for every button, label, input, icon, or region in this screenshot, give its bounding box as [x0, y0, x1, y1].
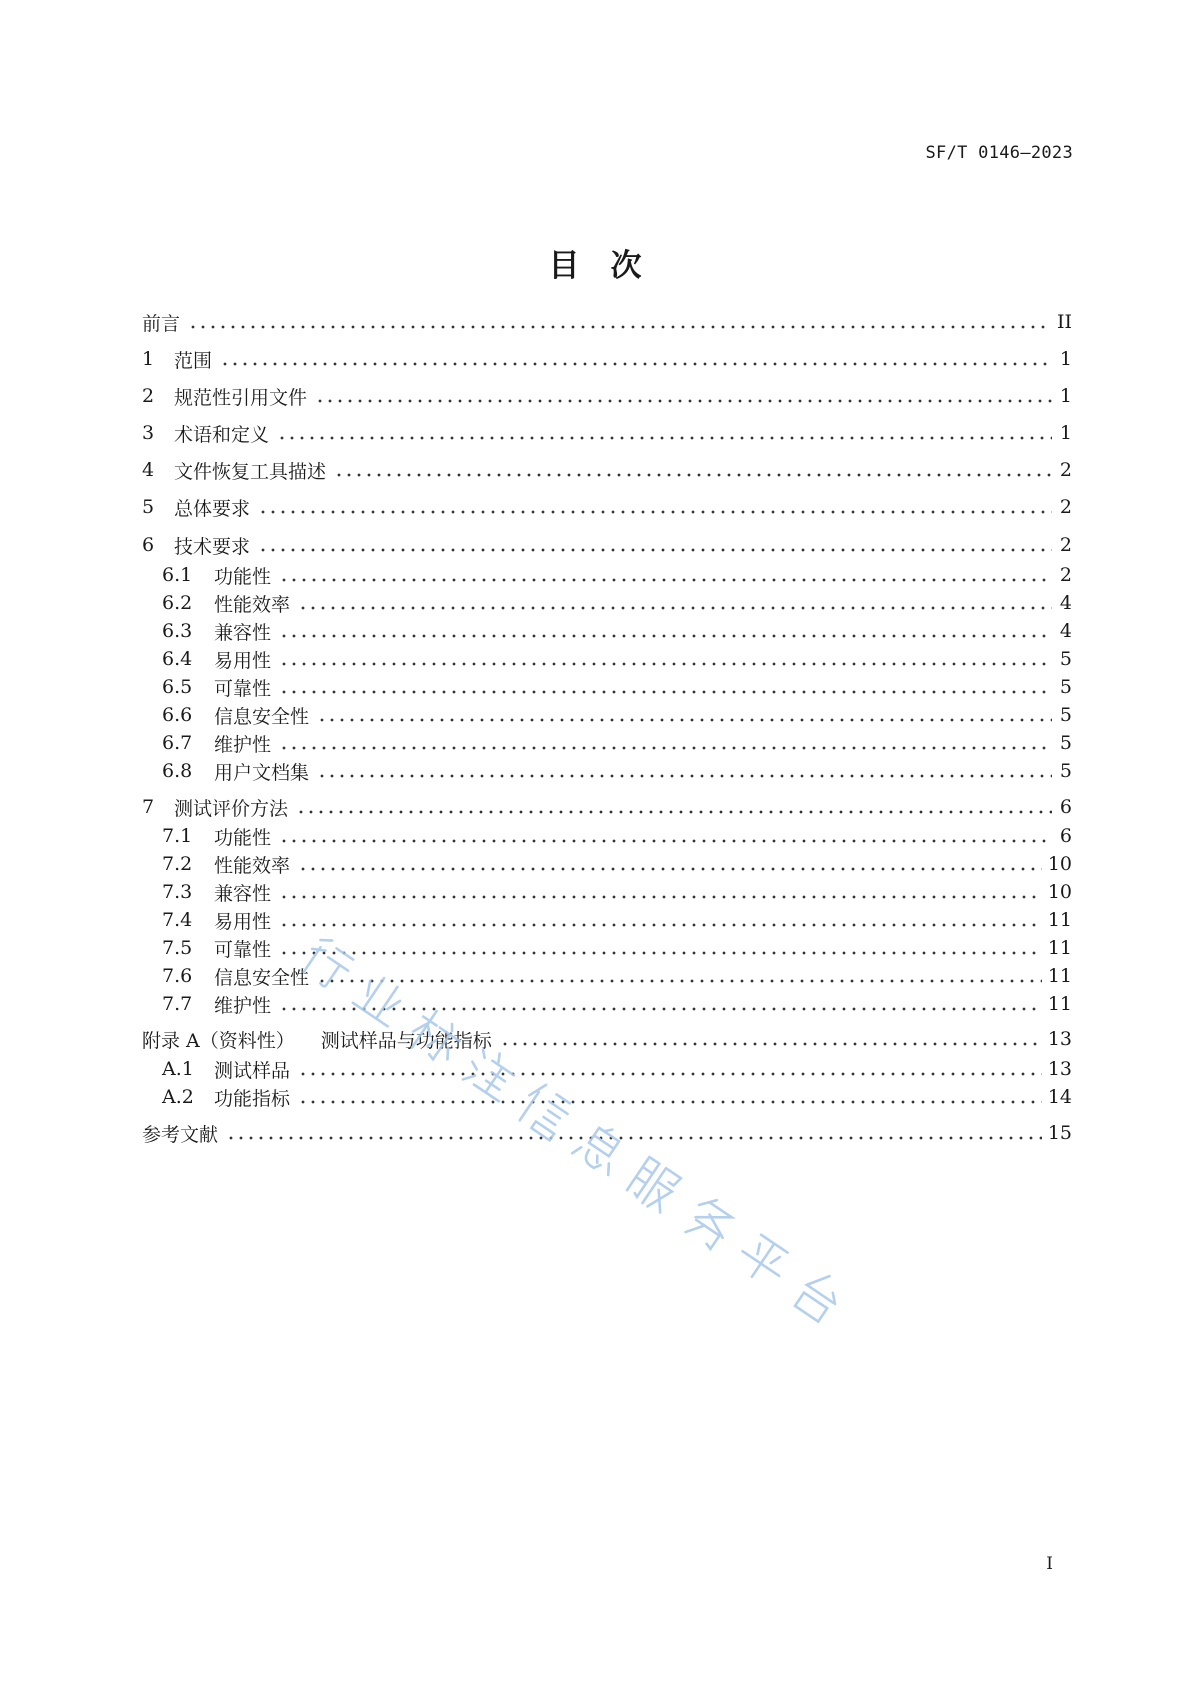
toc-entry-page: 6 — [1059, 796, 1072, 818]
dot-leader — [294, 805, 1052, 819]
dot-leader — [277, 741, 1052, 755]
toc-entry-label: 总体要求 — [174, 497, 251, 520]
dot-leader — [315, 974, 1042, 988]
toc-entry-number: 2 — [142, 385, 155, 407]
toc-entry-number: 7.6 — [162, 965, 193, 987]
toc-entry-number: 1 — [142, 348, 155, 370]
toc-entry[interactable] — [142, 308, 1072, 336]
toc-entry-number: 7.5 — [162, 937, 193, 959]
toc-entry-page: 15 — [1047, 1122, 1072, 1144]
toc-entry-page: 5 — [1059, 648, 1072, 670]
toc-entry-number: 6 — [142, 534, 155, 556]
dot-leader — [256, 505, 1052, 519]
toc-entry[interactable] — [142, 531, 1072, 559]
dot-leader — [313, 394, 1052, 408]
toc-entry-number: 7.1 — [162, 825, 193, 847]
toc-entry[interactable] — [162, 589, 1072, 617]
toc-entry-page: 1 — [1059, 385, 1072, 407]
dot-leader — [277, 890, 1042, 904]
toc-entry-label: 文件恢复工具描述 — [174, 460, 327, 483]
dot-leader — [498, 1037, 1042, 1051]
toc-entry-page: 13 — [1047, 1058, 1072, 1080]
toc-entry-page: II — [1056, 311, 1072, 333]
toc-entry[interactable] — [162, 757, 1072, 785]
toc-entry-page: 2 — [1059, 496, 1072, 518]
toc-entry[interactable] — [142, 493, 1072, 521]
toc-entry-number: 7.3 — [162, 881, 193, 903]
toc-entry[interactable] — [162, 850, 1072, 878]
toc-entry-label: 维护性 — [214, 733, 272, 756]
toc-entry-label: 术语和定义 — [174, 423, 270, 446]
toc-entry-label: 可靠性 — [214, 677, 272, 700]
dot-leader — [277, 1002, 1042, 1016]
toc-entry-number: 4 — [142, 459, 155, 481]
dot-leader — [224, 1131, 1042, 1145]
toc-entry-label: 性能效率 — [214, 854, 291, 877]
toc-entry-label: 维护性 — [214, 994, 272, 1017]
dot-leader — [275, 431, 1052, 445]
toc-entry[interactable] — [162, 906, 1072, 934]
toc-entry[interactable] — [162, 878, 1072, 906]
toc-entry-number: 6.5 — [162, 676, 193, 698]
toc-entry[interactable] — [162, 673, 1072, 701]
dot-leader — [332, 468, 1052, 482]
dot-leader — [296, 862, 1042, 876]
toc-entry-label: 用户文档集 — [214, 761, 310, 784]
toc-entry-number: 6.3 — [162, 620, 193, 642]
toc-entry-page: 2 — [1059, 459, 1072, 481]
toc-entry-page: 14 — [1047, 1086, 1072, 1108]
toc-entry-page: 1 — [1059, 422, 1072, 444]
toc-entry-number: 6.1 — [162, 564, 193, 586]
toc-entry-page: 11 — [1047, 937, 1072, 959]
dot-leader — [315, 769, 1052, 783]
toc-entry-page: 4 — [1059, 592, 1072, 614]
toc-entry-label: 功能指标 — [214, 1087, 291, 1110]
toc-entry-label: 易用性 — [214, 910, 272, 933]
toc-entry-label: 测试样品与功能指标 — [320, 1029, 492, 1052]
dot-leader — [296, 601, 1052, 615]
toc-entry[interactable] — [142, 345, 1072, 373]
toc-entry-page: 5 — [1059, 704, 1072, 726]
toc-entry-page: 5 — [1059, 760, 1072, 782]
toc-entry[interactable] — [142, 793, 1072, 821]
dot-leader — [218, 357, 1052, 371]
toc-entry-page: 2 — [1059, 534, 1072, 556]
toc-entry-page: 2 — [1059, 564, 1072, 586]
dot-leader — [296, 1095, 1042, 1109]
toc-entry-page: 13 — [1047, 1028, 1072, 1050]
toc-entry-label: 兼容性 — [214, 621, 272, 644]
toc-entry-label: 技术要求 — [174, 535, 251, 558]
toc-entry-number: 7 — [142, 796, 155, 818]
toc-entry-label: 参考文献 — [142, 1123, 219, 1146]
dot-leader — [186, 320, 1051, 334]
dot-leader — [315, 713, 1052, 727]
toc-entry-page: 10 — [1047, 853, 1072, 875]
dot-leader — [277, 918, 1042, 932]
toc-entry[interactable] — [162, 645, 1072, 673]
dot-leader — [277, 629, 1052, 643]
toc-entry[interactable] — [162, 1083, 1072, 1111]
toc-entry[interactable] — [142, 1025, 1072, 1053]
toc-entry-label: 规范性引用文件 — [174, 386, 308, 409]
dot-leader — [277, 946, 1042, 960]
toc-entry-label: 范围 — [174, 349, 213, 372]
toc-entry-label: 信息安全性 — [214, 966, 310, 989]
dot-leader — [277, 573, 1052, 587]
toc-entry-number: 6.8 — [162, 760, 193, 782]
toc-entry-page: 4 — [1059, 620, 1072, 642]
toc-entry[interactable] — [162, 962, 1072, 990]
toc-entry[interactable] — [162, 934, 1072, 962]
dot-leader — [296, 1067, 1042, 1081]
toc-entry-page: 5 — [1059, 676, 1072, 698]
toc-entry-number: A.2 — [162, 1086, 194, 1108]
toc-entry-label: 测试样品 — [214, 1059, 291, 1082]
toc-entry-page: 11 — [1047, 993, 1072, 1015]
toc-entry-label: 前言 — [142, 312, 181, 335]
toc-entry[interactable] — [162, 1055, 1072, 1083]
dot-leader — [277, 834, 1052, 848]
toc-entry[interactable] — [142, 382, 1072, 410]
toc-entry-label: 兼容性 — [214, 882, 272, 905]
dot-leader — [277, 685, 1052, 699]
page-number: I — [1046, 1554, 1053, 1574]
toc-entry[interactable] — [142, 456, 1072, 484]
toc-entry[interactable] — [162, 701, 1072, 729]
toc-entry[interactable] — [162, 822, 1072, 850]
dot-leader — [277, 657, 1052, 671]
toc-entry-number: 附录 A（资料性） — [142, 1029, 295, 1052]
toc-entry-label: 易用性 — [214, 649, 272, 672]
toc-entry-label: 功能性 — [214, 565, 272, 588]
toc-entry-page: 10 — [1047, 881, 1072, 903]
toc-entry-page: 5 — [1059, 732, 1072, 754]
toc-entry-number: 6.6 — [162, 704, 193, 726]
toc-entry-number: 6.2 — [162, 592, 193, 614]
toc-entry-number: 7.7 — [162, 993, 193, 1015]
toc-entry-label: 测试评价方法 — [174, 797, 289, 820]
toc-entry-page: 11 — [1047, 965, 1072, 987]
toc-entry[interactable] — [162, 561, 1072, 589]
toc-entry-number: 3 — [142, 422, 155, 444]
toc-entry-page: 11 — [1047, 909, 1072, 931]
toc-entry-page: 1 — [1059, 348, 1072, 370]
toc-entry[interactable] — [142, 1119, 1072, 1147]
toc-entry-number: 5 — [142, 496, 155, 518]
toc-entry-number: 6.4 — [162, 648, 193, 670]
toc-entry-label: 性能效率 — [214, 593, 291, 616]
toc-entry-number: A.1 — [162, 1058, 194, 1080]
toc-entry-label: 信息安全性 — [214, 705, 310, 728]
toc-entry[interactable] — [142, 419, 1072, 447]
toc-entry-label: 可靠性 — [214, 938, 272, 961]
toc-entry-number: 6.7 — [162, 732, 193, 754]
document-number: SF/T 0146—2023 — [925, 143, 1073, 163]
dot-leader — [256, 543, 1052, 557]
toc-entry-number: 7.2 — [162, 853, 193, 875]
page-title: 目 次 — [548, 248, 642, 284]
toc-entry-label: 功能性 — [214, 826, 272, 849]
toc-entry[interactable] — [162, 990, 1072, 1018]
toc-entry[interactable] — [162, 617, 1072, 645]
toc-entry[interactable] — [162, 729, 1072, 757]
toc-entry-number: 7.4 — [162, 909, 193, 931]
toc-entry-page: 6 — [1059, 825, 1072, 847]
